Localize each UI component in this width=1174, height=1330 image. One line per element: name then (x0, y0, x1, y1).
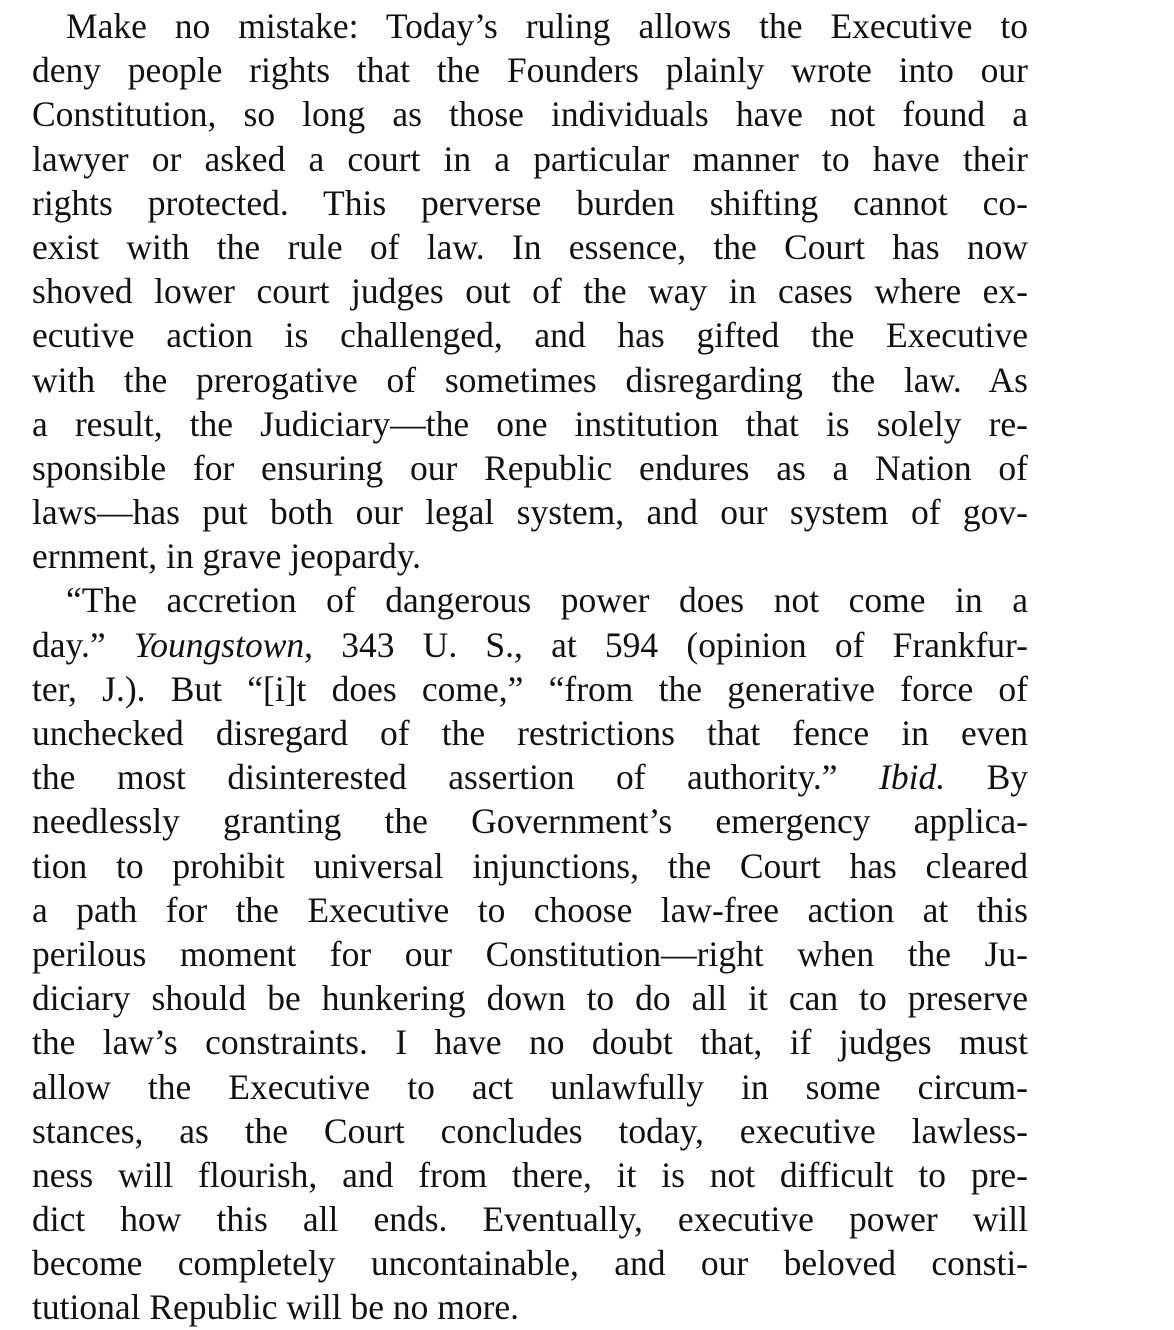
text-line: stances, as the Court concludes today, executive lawless- (32, 1110, 1028, 1151)
text-line: deny people rights that the Founders plainly wrote into our (32, 50, 1028, 91)
text-line: needlessly granting the Government’s emergency applica- (32, 801, 1028, 842)
text-line: sponsible for ensuring our Republic endures as a Nation of (32, 447, 1028, 488)
text-line: ernment, in grave jeopardy. (32, 536, 422, 577)
text-line: day.” Youngstown, 343 U. S., at 594 (opinion of Frankfur- (32, 624, 1028, 665)
text-line: lawyer or asked a court in a particular manner to have their (32, 138, 1028, 179)
text-line: perilous moment for our Constitution—right when the Ju- (32, 933, 1028, 974)
text-line: Constitution, so long as those individuals have not found a (32, 94, 1028, 135)
text-line: with the prerogative of sometimes disregarding the law. As (32, 359, 1028, 400)
text-line: exist with the rule of law. In essence, the Court has now (32, 226, 1028, 267)
paragraph-opening (32, 4, 1028, 578)
paragraph-accretion-of-power (32, 578, 1028, 1329)
text-line: laws—has put both our legal system, and our system of gov- (32, 492, 1028, 533)
text-line: shoved lower court judges out of the way in cases where ex- (32, 271, 1028, 312)
case-citation: Ibid. (879, 757, 946, 798)
text-line: Make no mistake: Today’s ruling allows the Executive to (66, 6, 1028, 46)
text-line: become completely uncontainable, and our beloved consti- (32, 1243, 1028, 1284)
text-line: a result, the Judiciary—the one institution that is solely re- (32, 403, 1028, 444)
text-line: diciary should be hunkering down to do all it can to preserve (32, 978, 1028, 1019)
text-line: ter, J.). But “[i]t does come,” “from the generative force of (32, 668, 1028, 709)
text-line: tutional Republic will be no more. (32, 1287, 520, 1328)
text-line: tion to prohibit universal injunctions, the Court has cleared (32, 845, 1028, 886)
text-line: allow the Executive to act unlawfully in some circum- (32, 1066, 1028, 1107)
text-line: a path for the Executive to choose law-free action at this (32, 889, 1028, 930)
text-line: rights protected. This perverse burden shifting cannot co- (32, 182, 1028, 223)
text-line: ecutive action is challenged, and has gifted the Executive (32, 315, 1028, 356)
case-citation: Youngstown (133, 624, 305, 665)
document-page (32, 4, 1028, 1330)
text-line: unchecked disregard of the restrictions that fence in even (32, 713, 1028, 753)
text-line: “The accretion of dangerous power does not come in a (66, 580, 1028, 621)
text-line: the most disinterested assertion of authority.” Ibid. By (32, 757, 1028, 798)
text-line: the law’s constraints. I have no doubt that, if judges must (32, 1022, 1028, 1063)
text-line: ness will flourish, and from there, it is not difficult to pre- (32, 1154, 1028, 1195)
text-line: dict how this all ends. Eventually, executive power will (32, 1199, 1028, 1240)
